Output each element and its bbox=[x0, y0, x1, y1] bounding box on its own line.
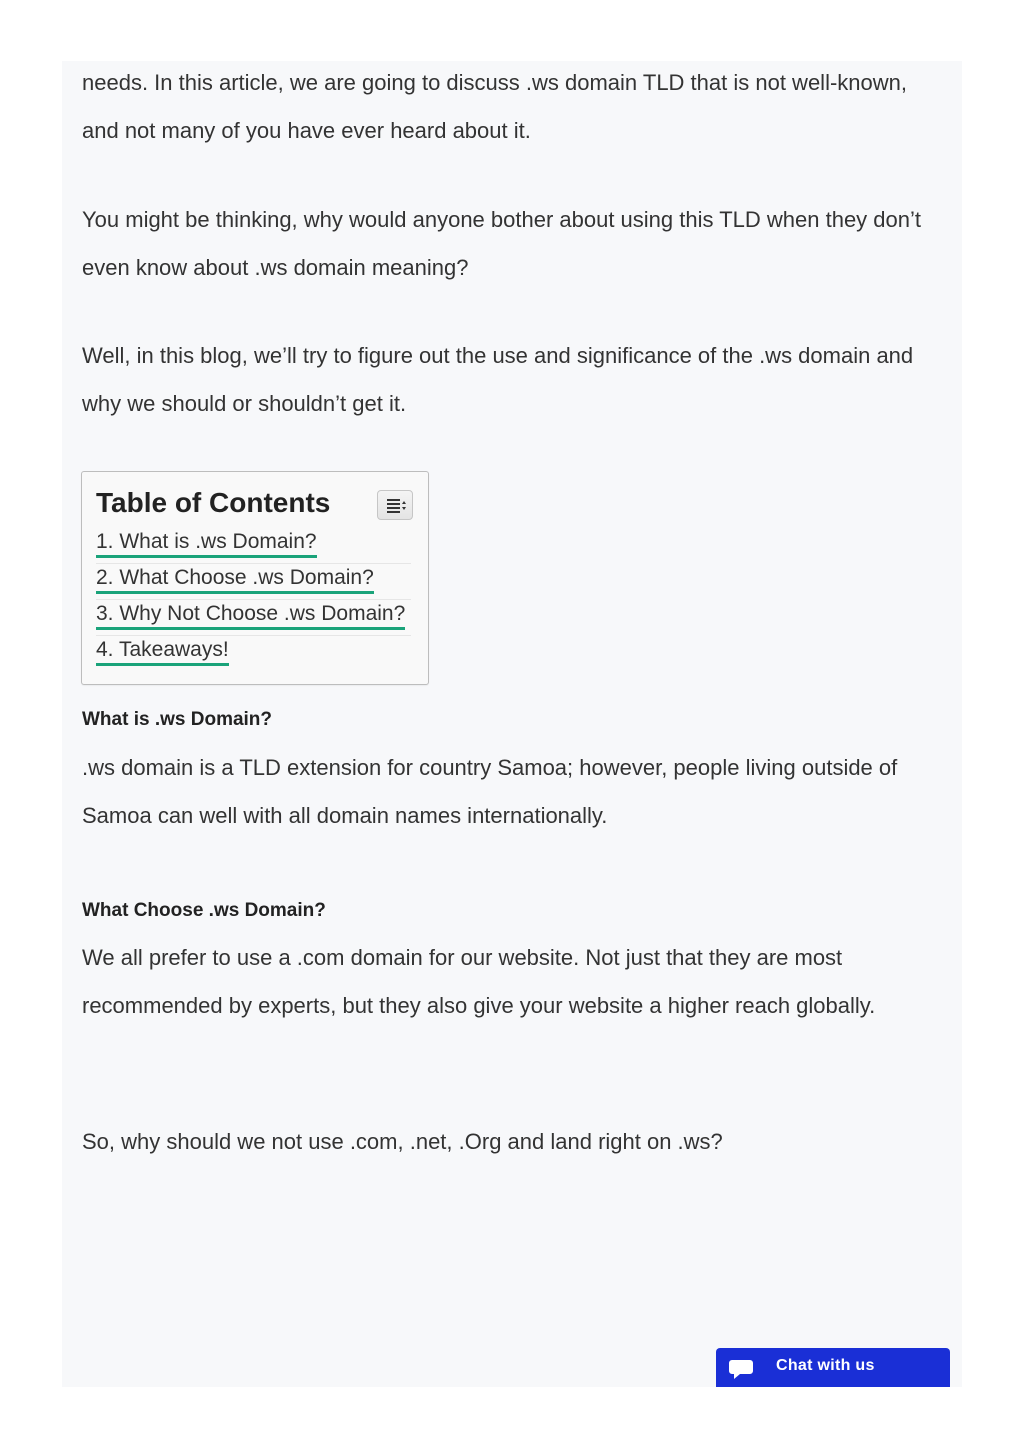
intro-paragraph-1: needs. In this article, we are going to discuss .ws domain TLD that is not well-known, and not many of you have ever heard about it. bbox=[82, 70, 907, 143]
chat-widget-button[interactable] bbox=[716, 1348, 950, 1387]
chat-label: Chat with us bbox=[776, 1357, 875, 1374]
intro-paragraph-3: Well, in this blog, we’ll try to figure out the use and significance of the .ws domain and why we should or shouldn’t get it. bbox=[82, 343, 914, 416]
chat-bubble-icon bbox=[728, 1356, 754, 1382]
intro-paragraph-2: You might be thinking, why would anyone bother about using this TLD when they don’t even know about .ws domain meaning? bbox=[82, 207, 921, 280]
toc-link-what-is-ws[interactable]: 1. What is .ws Domain? bbox=[96, 527, 317, 558]
section-heading-what-is: What is .ws Domain? bbox=[82, 709, 273, 730]
toc-list bbox=[96, 527, 405, 671]
toc-item bbox=[96, 563, 405, 599]
table-of-contents bbox=[81, 471, 429, 685]
toc-link-why-not-choose-ws[interactable]: 3. Why Not Choose .ws Domain? bbox=[96, 599, 405, 630]
toc-link-what-choose-ws[interactable]: 2. What Choose .ws Domain? bbox=[96, 563, 374, 594]
toc-title: Table of Contents bbox=[96, 487, 331, 518]
section-paragraph: We all prefer to use a .com domain for our website. Not just that they are most recommended by experts, but they also give your website a higher reach globally. bbox=[82, 945, 876, 1018]
toc-item bbox=[96, 527, 405, 563]
toc-item bbox=[96, 599, 405, 635]
toc-item bbox=[96, 635, 405, 671]
toc-toggle-button[interactable] bbox=[377, 490, 413, 520]
section-heading-what-choose: What Choose .ws Domain? bbox=[82, 900, 326, 921]
list-toggle-icon bbox=[378, 491, 412, 519]
document-page bbox=[62, 61, 962, 1387]
section-paragraph: So, why should we not use .com, .net, .Org and land right on .ws? bbox=[82, 1129, 723, 1154]
section-paragraph: .ws domain is a TLD extension for country Samoa; however, people living outside of Samoa can well with all domain names internationally. bbox=[82, 755, 898, 828]
toc-link-takeaways[interactable]: 4. Takeaways! bbox=[96, 635, 229, 666]
